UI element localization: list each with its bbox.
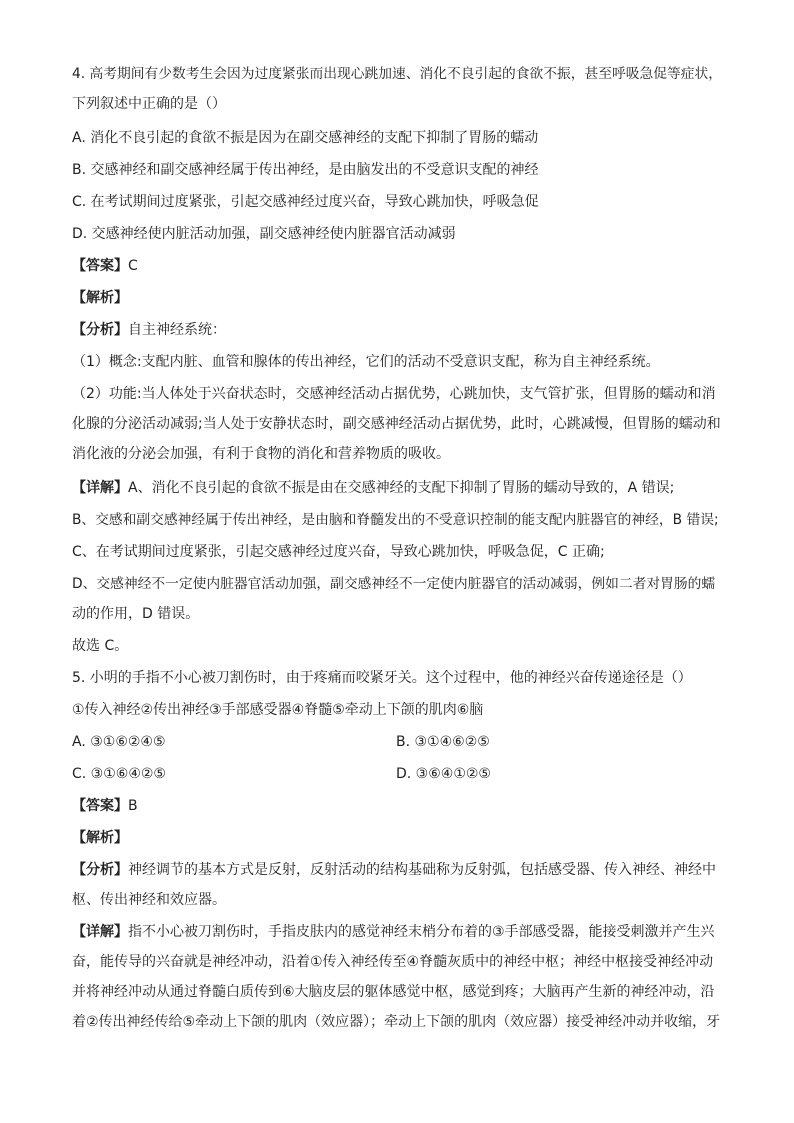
answer-tag: 【答案】 [72,798,128,814]
answer-value: C [128,258,138,274]
fenxi-text: 自主神经系统： [128,322,226,338]
q4-point-2-line-3: 消化液的分泌会加强，有利于食物的消化和营养物质的吸收。 [72,446,450,462]
q4-conclusion: 故选 C。 [72,638,129,654]
q4-xiangjie-b: B、交感和副交感神经属于传出神经，是由脑和脊髓发出的不受意识控制的能支配内脏器官的神经，B 错误; [72,512,719,528]
q4-option-a: A. 消化不良引起的食欲不振是因为在副交感神经的支配下抑制了胃肠的蠕动 [72,130,539,146]
xiangjie-tag: 【详解】 [72,480,128,496]
q4-xiangjie-c: C、在考试期间过度紧张，引起交感神经过度兴奋，导致心跳加快，呼吸急促，C 正确; [72,544,605,560]
q5-fenxi-line-2: 枢、传出神经和效应器。 [72,892,226,908]
q5-jiexi-heading: 【解析】 [72,830,128,846]
fenxi-tag: 【分析】 [72,862,128,878]
q5-answer [72,796,138,816]
q5-xiangjie-line-2: 奋，能传导的兴奋就是神经冲动，沿着①传入神经传至④脊髓灰质中的神经中枢；神经中枢接受神经冲动 [72,954,714,970]
q5-stem: 5. 小明的手指不小心被刀割伤时，由于疼痛而咬紧牙关。这个过程中，他的神经兴奋传递途径是（） [72,670,692,686]
q4-option-d: D. 交感神经使内脏活动加强，副交感神经使内脏器官活动减弱 [72,226,456,242]
xiangjie-text: 指不小心被刀割伤时，手指皮肤内的感觉神经末梢分布着的③手部感受器，能接受刺激并产生兴 [128,924,715,940]
q4-xiangjie-d-line-1: D、交感神经不一定使内脏器官活动加强，副交感神经不一定使内脏器官的活动减弱，例如二者对胃肠的蠕 [72,576,716,592]
fenxi-tag: 【分析】 [72,322,128,338]
q4-xiangjie-d-line-2: 动的作用，D 错误。 [72,606,200,622]
q4-option-b: B. 交感神经和副交感神经属于传出神经，是由脑发出的不受意识支配的神经 [72,162,539,178]
q4-point-2-line-1: （2）功能:当人体处于兴奋状态时，交感神经活动占据优势，心跳加快，支气管扩张，但胃肠的蠕动和消 [72,386,716,402]
q4-answer [72,256,138,276]
xiangjie-tag: 【详解】 [72,924,128,940]
q4-jiexi-heading: 【解析】 [72,290,128,306]
q4-stem-line-1: 4. 高考期间有少数考生会因为过度紧张而出现心跳加速、消化不良引起的食欲不振，甚至呼吸急促等症状， [72,66,722,82]
q4-stem-line-2: 下列叙述中正确的是（） [72,96,226,112]
q4-xiangjie-a [72,478,674,498]
q5-xiangjie-line-4: 着②传出神经传给⑤牵动上下颌的肌肉（效应器）；牵动上下颌的肌肉（效应器）接受神经冲动并收缩，牙 [72,1014,721,1030]
q5-option-a: A. ③①⑥②④⑤ [72,734,166,750]
fenxi-text: 神经调节的基本方式是反射，反射活动的结构基础称为反射弧，包括感受器、传入神经、神经中 [128,862,716,878]
q4-option-c: C. 在考试期间过度紧张，引起交感神经过度兴奋，导致心跳加快，呼吸急促 [72,194,539,210]
q5-fenxi-line-1 [72,860,716,880]
q4-fenxi [72,320,226,340]
q5-xiangjie-line-3: 并将神经冲动从通过脊髓白质传到⑥大脑皮层的躯体感觉中枢，感觉到疼；大脑再产生新的神经冲动，沿 [72,984,715,1000]
q5-option-c: C. ③①⑥④②⑤ [72,766,166,782]
answer-tag: 【答案】 [72,258,128,274]
q4-point-1: （1）概念:支配内脏、血管和腺体的传出神经，它们的活动不受意识支配，称为自主神经系统。 [72,354,660,370]
q4-point-2-line-2: 化腺的分泌活动减弱;当人处于安静状态时，副交感神经活动占据优势，此时，心跳减慢，但胃肠的蠕动和 [72,416,721,432]
q5-option-b: B. ③①④⑥②⑤ [396,734,490,750]
q5-option-d: D. ③⑥④①②⑤ [396,766,491,782]
answer-value: B [128,798,138,814]
xiangjie-a-text: A、消化不良引起的食欲不振是由在交感神经的支配下抑制了胃肠的蠕动导致的，A 错误; [128,480,675,496]
q5-items: ①传入神经②传出神经③手部感受器④脊髓⑤牵动上下颌的肌肉⑥脑 [72,702,484,718]
q5-xiangjie-line-1 [72,922,715,942]
